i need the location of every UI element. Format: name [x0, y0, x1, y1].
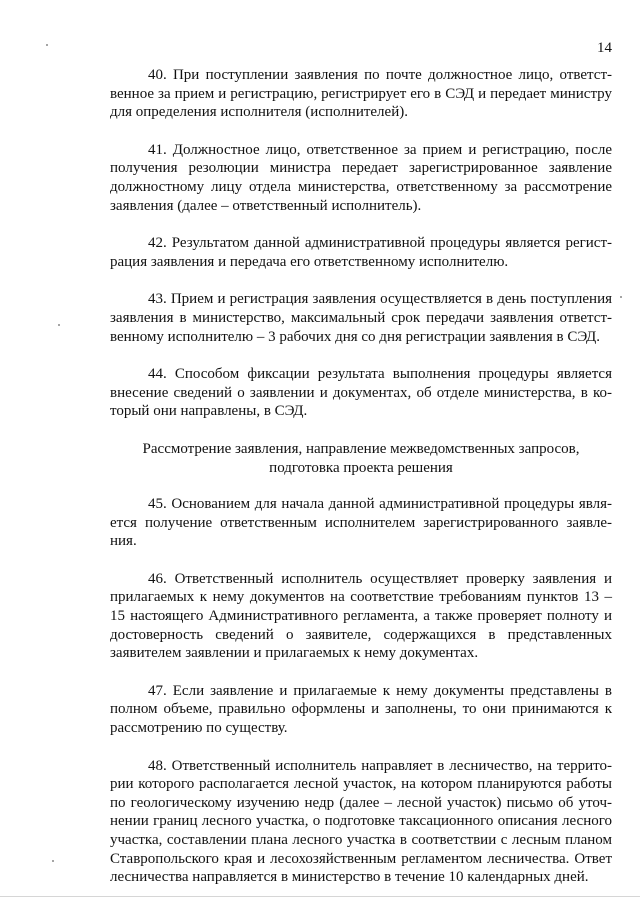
page-number: 14 [597, 40, 612, 56]
document-body [110, 66, 612, 906]
section-heading-line-1: Рассмотрение заявления, направление межведомственных запросов, [142, 440, 580, 457]
paragraph-42: 42. Результатом данной административной процедуры является регистрация заявления и передача его ответственному исполнителю. [110, 235, 612, 270]
paragraph-47: 47. Если заявление и прилагаемые к нему документы представлены в полном объеме, правильно оформлены и заполнены, то они принимаются к рассмотрению по существу. [110, 682, 612, 737]
paragraph-44: 44. Способом фиксации результата выполнения процедуры является внесение сведений о заявлении и документах, об отделе министерства, в который они направлены, в СЭД. [110, 366, 612, 420]
scan-speck [620, 296, 622, 298]
paragraph-45: 45. Основанием для начала данной административной процедуры является получение ответственным исполнителем зарегистрированного заявления. [110, 496, 612, 550]
paragraph-48: 48. Ответственный исполнитель направляет в лесничество, на территории которого располагается лесной участок, на котором планируются работы по геологическому изучению недр (далее – лесной участок) письмо об уточнении границ лесного участка, о подготовке таксационного описания лесного участка, составлении плана лесного участка в соответствии с лесным планом Ставропольского края и лесохозяйственным регламентом лесничества. Ответ лесничества направляется в министерство в течение 10 календарных дней. [110, 757, 612, 886]
paragraph-43: 43. Прием и регистрация заявления осуществляется в день поступления заявления в министерство, максимальный срок передачи заявления ответственному исполнителю – 3 рабочих дня со дня регистрации заявления в СЭД. [110, 291, 612, 345]
paragraph-41: 41. Должностное лицо, ответственное за прием и регистрацию, после получения резолюции министра передает зарегистрированное заявление должностному лицу отдела министерства, ответственному за рассмотрение заявления (далее – ответственный исполнитель). [110, 141, 612, 214]
scan-speck [46, 44, 48, 46]
section-heading [110, 440, 612, 477]
paragraph-40: 40. При поступлении заявления по почте должностное лицо, ответственное за прием и регистрацию, регистрирует его в СЭД и передает министру для определения исполнителя (исполнителей). [110, 67, 612, 121]
scan-speck [58, 324, 60, 326]
scan-edge-line [0, 896, 640, 897]
section-heading-line-2: подготовка проекта решения [269, 459, 453, 476]
scan-speck [52, 860, 54, 862]
paragraph-46: 46. Ответственный исполнитель осуществляет проверку заявления и прилагаемых к нему документов на соответствие требованиям пунктов 13 – 15 настоящего Административного регламента, а также проверяет полноту и достоверность сведений о заявителе, содержащихся в представленных заявителем заявлении и прилагаемых к нему документах. [110, 570, 612, 662]
